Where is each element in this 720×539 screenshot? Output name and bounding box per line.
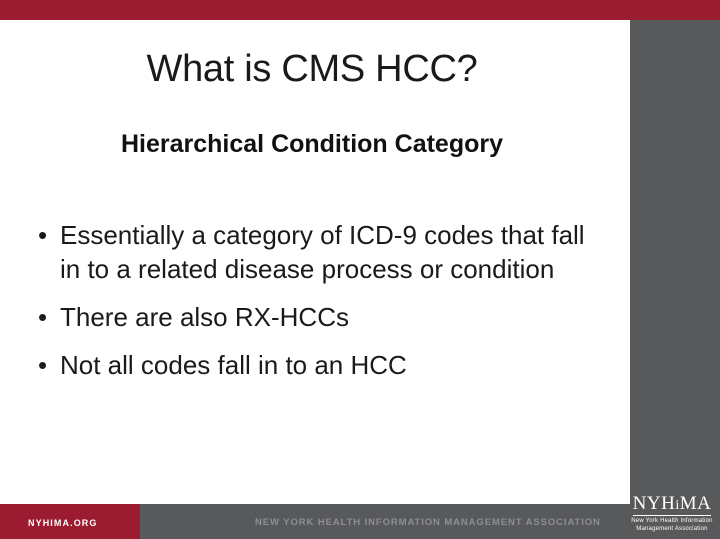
bullet-marker-icon: • [38, 350, 48, 380]
logo-wordmark [630, 494, 714, 513]
logo-divider [633, 515, 711, 516]
list-item [38, 348, 608, 382]
nyhima-logo [630, 494, 714, 533]
slide-title: What is CMS HCC? [146, 48, 478, 90]
logo-wordmark-part1: NYH [632, 493, 676, 514]
top-accent-bar [0, 0, 720, 20]
bullet-text: Essentially a category of ICD-9 codes that fall in to a related disease process or condition [60, 220, 585, 284]
bullet-list [38, 218, 608, 396]
bullet-text: There are also RX-HCCs [60, 302, 349, 332]
logo-wordmark-part3: MA [679, 493, 712, 514]
logo-tagline-line2: Management Association [636, 525, 708, 532]
bullet-text: Not all codes fall in to an HCC [60, 350, 407, 380]
slide-subtitle: Hierarchical Condition Category [120, 130, 504, 158]
bullet-marker-icon: • [38, 220, 48, 250]
logo-wordmark-part2: i [675, 498, 680, 513]
footer-association-name: NEW YORK HEALTH INFORMATION MANAGEMENT ASSOCIATION [255, 517, 601, 528]
list-item [38, 300, 608, 334]
footer-website: NYHIMA.ORG [28, 518, 98, 528]
logo-tagline-line1: New York Health Information [631, 518, 713, 524]
right-side-panel [630, 20, 720, 539]
list-item [38, 218, 608, 286]
bullet-marker-icon: • [38, 302, 48, 332]
